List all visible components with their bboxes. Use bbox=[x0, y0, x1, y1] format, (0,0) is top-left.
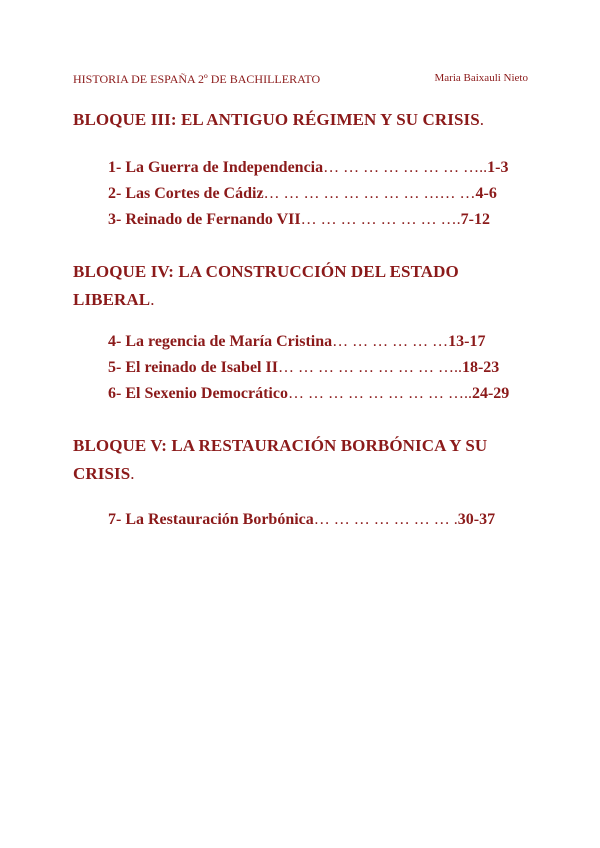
toc-entry-6[interactable] bbox=[108, 384, 528, 404]
block-4-title-line1: : LA CONSTRUCCIÓN DEL ESTADO bbox=[168, 262, 459, 281]
toc-entry-title: 5- El reinado de Isabel II bbox=[108, 359, 278, 376]
block-4-label: BLOQUE IV bbox=[73, 262, 169, 281]
block-5-title bbox=[73, 432, 533, 488]
block-3-title-end: . bbox=[479, 110, 485, 129]
toc-entry-pages: 30-37 bbox=[457, 511, 496, 528]
header-author: Maria Baixauli Nieto bbox=[434, 72, 528, 84]
toc-entry-7[interactable] bbox=[108, 510, 528, 530]
toc-leader-dots: … … … … … … … . bbox=[313, 511, 458, 528]
toc-leader-dots: … … … … … … … … …… … bbox=[263, 185, 476, 202]
block-3-title-text: : EL ANTIGUO RÉGIMEN Y SU CRISIS bbox=[170, 110, 480, 129]
block-3-label: BLOQUE III bbox=[73, 110, 171, 129]
toc-entry-title: 6- El Sexenio Democrático bbox=[108, 385, 288, 402]
toc-leader-dots: … … … … … … bbox=[332, 333, 449, 350]
toc-leader-dots: … … … … … … … … ….. bbox=[287, 385, 472, 402]
block-3-title bbox=[73, 106, 533, 134]
block-5-label: BLOQUE V bbox=[73, 436, 162, 455]
toc-entry-title: 4- La regencia de María Cristina bbox=[108, 333, 333, 350]
toc-entry-pages: 18-23 bbox=[461, 359, 500, 376]
toc-entry-title: 3- Reinado de Fernando VII bbox=[108, 211, 301, 228]
toc-entry-2[interactable] bbox=[108, 184, 528, 204]
toc-entry-5[interactable] bbox=[108, 358, 528, 378]
toc-leader-dots: … … … … … … … …. bbox=[300, 211, 461, 228]
toc-entry-pages: 24-29 bbox=[471, 385, 510, 402]
toc-leader-dots: … … … … … … … … ….. bbox=[277, 359, 462, 376]
block-4-title bbox=[73, 258, 533, 314]
block-5-title-line2: CRISIS bbox=[73, 464, 131, 483]
toc-entry-pages: 7-12 bbox=[460, 211, 490, 228]
toc-entry-title: 2- Las Cortes de Cádiz bbox=[108, 185, 264, 202]
block-5-title-line1: : LA RESTAURACIÓN BORBÓNICA Y SU bbox=[161, 436, 488, 455]
block-5-title-end: . bbox=[130, 464, 135, 483]
toc-leader-dots: … … … … … … … ….. bbox=[323, 159, 488, 176]
toc-entry-3[interactable] bbox=[108, 210, 528, 230]
toc-entry-4[interactable] bbox=[108, 332, 528, 352]
toc-entry-title: 7- La Restauración Borbónica bbox=[108, 511, 314, 528]
toc-entry-title: 1- La Guerra de Independencia bbox=[108, 159, 324, 176]
toc-entry-pages: 13-17 bbox=[448, 333, 486, 350]
header-course-title: HISTORIA DE ESPAÑA 2º DE BACHILLERATO bbox=[73, 72, 321, 86]
block-4-title-line2: LIBERAL bbox=[73, 290, 151, 309]
toc-entry-pages: 1-3 bbox=[487, 159, 509, 176]
toc-entry-1[interactable] bbox=[108, 158, 528, 178]
toc-entry-pages: 4-6 bbox=[475, 185, 497, 202]
block-4-title-end: . bbox=[150, 290, 155, 309]
